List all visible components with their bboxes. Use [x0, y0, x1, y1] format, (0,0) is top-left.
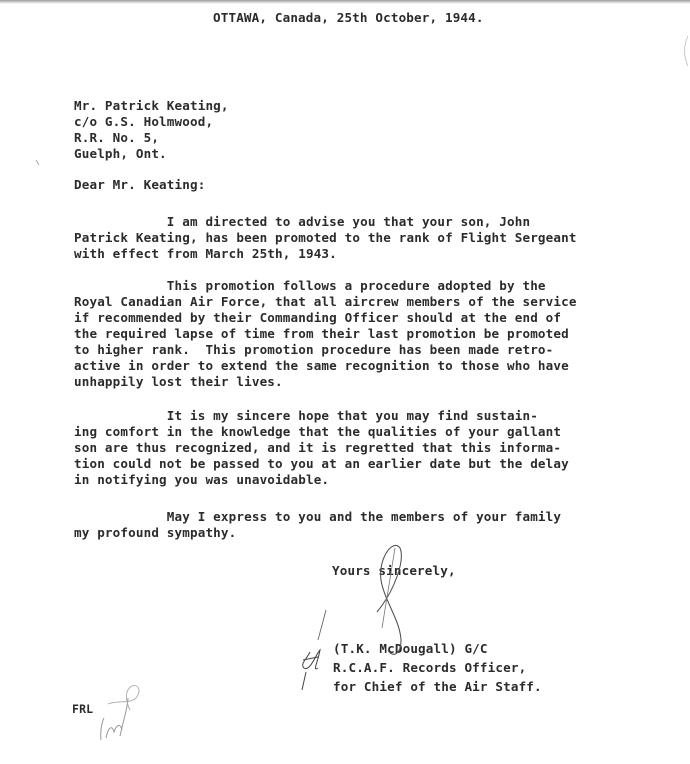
signatory-title: R.C.A.F. Records Officer, — [333, 660, 527, 675]
body-line: Royal Canadian Air Force, that all aircrew members of the service — [74, 294, 577, 309]
address-line: c/o G.S. Holmwood, — [74, 114, 214, 129]
body-line: tion could not be passed to you at an earlier date but the delay — [74, 456, 569, 471]
body-line: ing comfort in the knowledge that the qualities of your gallant — [74, 424, 562, 439]
body-line: in notifying you was unavoidable. — [74, 472, 330, 487]
salutation: Dear Mr. Keating: — [74, 177, 206, 192]
address-line: Mr. Patrick Keating, — [74, 98, 229, 113]
scan-top-edge — [0, 0, 690, 4]
reference-initials: FRL — [72, 702, 94, 716]
body-line: unhappily lost their lives. — [74, 374, 283, 389]
body-line: I am directed to advise you that your son, John — [74, 214, 531, 229]
body-line: active in order to extend the same recognition to those who have — [74, 358, 569, 373]
dateline: OTTAWA, Canada, 25th October, 1944. — [213, 10, 484, 25]
closing: Yours sincerely, — [332, 563, 456, 578]
signatory-name: (T.K. McDougall) G/C — [333, 641, 488, 656]
body-line: son are thus recognized, and it is regretted that this informa- — [74, 440, 562, 455]
body-line: with effect from March 25th, 1943. — [74, 246, 337, 261]
body-line: Patrick Keating, has been promoted to the rank of Flight Sergeant — [74, 230, 577, 245]
address-line: R.R. No. 5, — [74, 130, 160, 145]
body-line: my profound sympathy. — [74, 525, 237, 540]
address-line: Guelph, Ont. — [74, 146, 167, 161]
body-line: to higher rank. This promotion procedure has been made retro- — [74, 342, 554, 357]
signatory-authority: for Chief of the Air Staff. — [333, 679, 542, 694]
body-line: the required lapse of time from their last promotion be promoted — [74, 326, 569, 341]
body-line: May I express to you and the members of your family — [74, 509, 562, 524]
body-line: It is my sincere hope that you may find sustain- — [74, 408, 538, 423]
body-line: This promotion follows a procedure adopted by the — [74, 278, 546, 293]
body-line: if recommended by their Commanding Officer should at the end of — [74, 310, 562, 325]
